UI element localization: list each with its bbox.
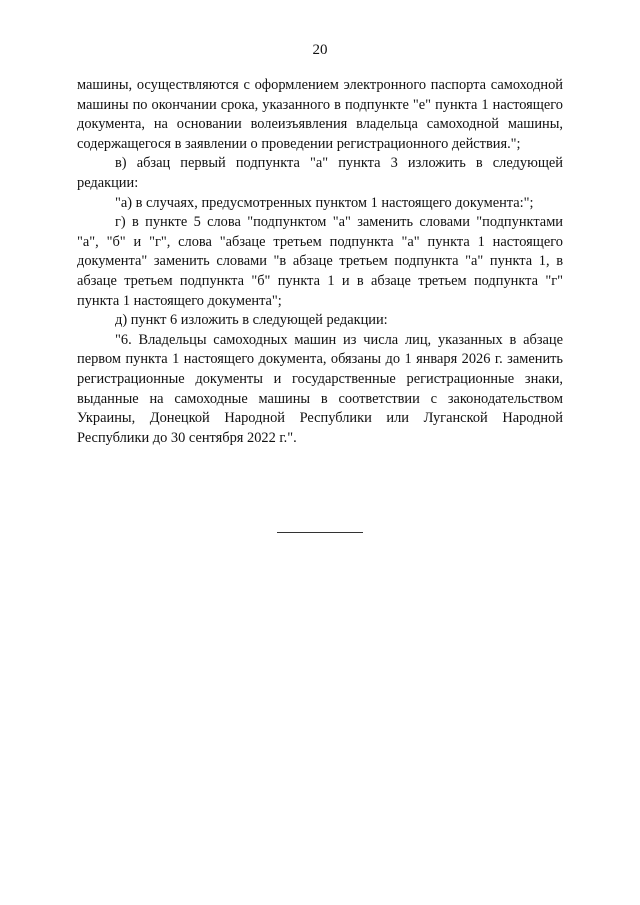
paragraph-item-d: д) пункт 6 изложить в следующей редакции: <box>115 312 388 329</box>
page-number: 20 <box>312 42 328 58</box>
paragraph-item-g: г) в пункте 5 слова "подпунктом "а" заменить словами "подпунктами "а", "б" и "г", слова "абзаце третьем подпункта "а" пункта 1 настоящего документа" заменить словами "в абзаце третьем подпункта "а" пункта 1, в абзаце третьем подпункта "б" пункта 1 и в абзаце третьем подпункта "г" пункта 1 настоящего документа"; <box>77 214 563 309</box>
document-body <box>77 76 563 448</box>
paragraph-item-v: в) абзац первый подпункта "а" пункта 3 изложить в следующей редакции: <box>77 155 563 191</box>
end-of-document-rule <box>277 532 363 533</box>
paragraph-continuation: машины, осуществляются с оформлением электронного паспорта самоходной машины по окончании срока, указанного в подпункте "е" пункта 1 настоящего документа, на основании волеизъявления владельца самоходной машины, содержащегося в заявлении о проведении регистрационного действия."; <box>77 77 563 152</box>
paragraph-quoted-item-a: "а) в случаях, предусмотренных пунктом 1 настоящего документа:"; <box>115 194 534 211</box>
paragraph-quoted-item-6: "6. Владельцы самоходных машин из числа лиц, указанных в абзаце первом пункта 1 настоящего документа, обязаны до 1 января 2026 г. заменить регистрационные документы и государственные регистрационные знаки, выданные на самоходные машины в соответствии с законодательством Украины, Донецкой Народной Республики или Луганской Народной Республики до 30 сентября 2022 г.". <box>77 331 563 446</box>
